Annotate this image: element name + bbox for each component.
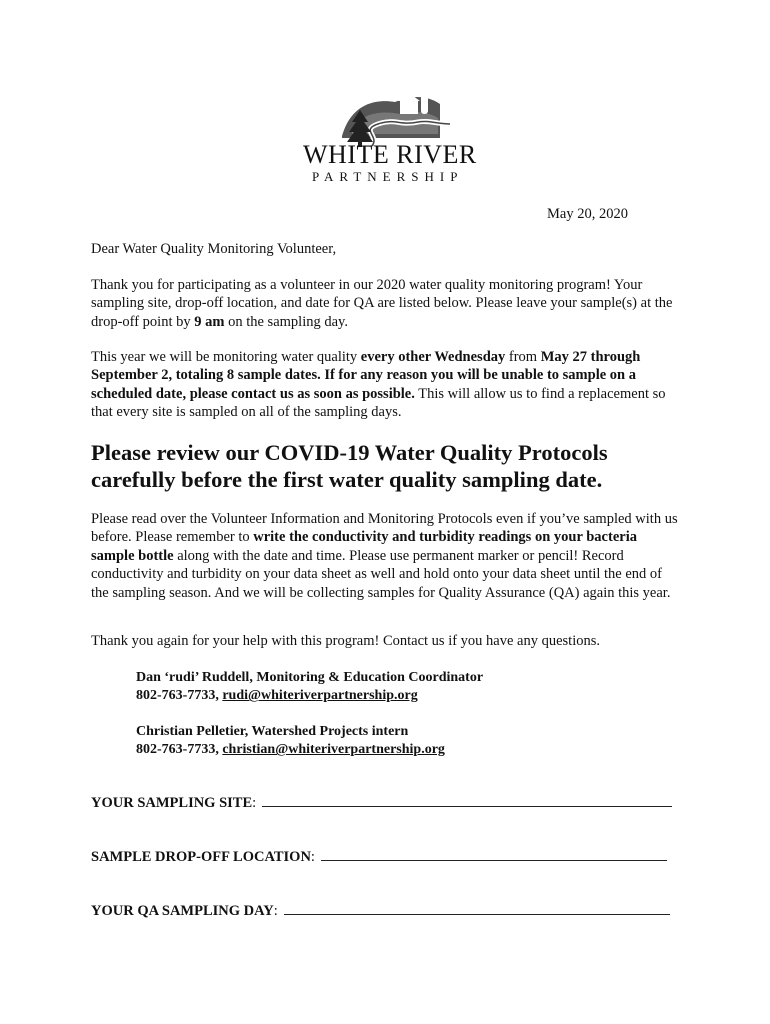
contact-email-link[interactable]: rudi@whiteriverpartnership.org xyxy=(222,688,418,704)
field-label: YOUR QA SAMPLING DAY xyxy=(91,903,274,919)
field-label: YOUR SAMPLING SITE xyxy=(91,795,253,811)
contact-name: Dan ‘rudi’ Ruddell, Monitoring & Education Coordinator xyxy=(136,670,484,685)
river-barn-tree-icon xyxy=(300,88,470,148)
organization-logo xyxy=(300,88,477,188)
contact-email-link[interactable]: christian@whiteriverpartnership.org xyxy=(222,742,445,758)
para2-text-end: This will allow us to find a replacement so that every site is sampled on all of the sampling days. xyxy=(91,385,666,421)
para2-from: from xyxy=(505,349,541,365)
schedule-paragraph xyxy=(91,348,681,422)
para2-text: This year we will be monitoring water quality xyxy=(91,349,361,365)
frequency-text: every other Wednesday xyxy=(360,349,506,365)
contact-phone: 802-763-7733, xyxy=(136,742,223,758)
dropoff-time: 9 am xyxy=(194,313,225,330)
contact-details xyxy=(136,741,445,759)
field-colon: : xyxy=(273,903,278,919)
dropoff-location-blank[interactable] xyxy=(321,848,667,861)
contact-details xyxy=(136,687,483,705)
field-colon: : xyxy=(310,849,315,865)
bottle-instruction: write the conductivity and turbidity readings on your bacteria sample bottle xyxy=(91,529,637,564)
sampling-site-field xyxy=(91,794,672,812)
qa-sampling-day-blank[interactable] xyxy=(284,902,670,915)
para1-text-end: on the sampling day. xyxy=(224,313,348,330)
intro-paragraph xyxy=(91,276,681,331)
protocol-paragraph xyxy=(91,510,681,602)
para3-text: Please read over the Volunteer Information and Monitoring Protocols even if you’ve sampled with us before. Please remember to xyxy=(91,511,678,546)
para3-text-end: along with the date and time. Please use permanent marker or pencil! Record conductivity and turbidity on your data sheet as well and hold onto your data sheet until the end of the sampling season. And we will be collecting samples for Quality Assurance (QA) again this year. xyxy=(91,547,671,601)
para1-text: Thank you for participating as a volunteer in our 2020 water quality monitoring program! Your sampling site, drop-off location, and date for QA are listed below. Please leave your sample(s) at the drop-off point by xyxy=(91,277,673,330)
contact-block xyxy=(136,723,445,760)
thanks-paragraph: Thank you again for your help with this program! Contact us if you have any questions. xyxy=(91,633,601,649)
sampling-site-blank[interactable] xyxy=(262,794,672,807)
contact-phone: 802-763-7733, xyxy=(136,688,223,704)
greeting: Dear Water Quality Monitoring Volunteer, xyxy=(91,241,337,257)
letter-date: May 20, 2020 xyxy=(547,206,628,222)
field-colon: : xyxy=(252,795,257,811)
field-label: SAMPLE DROP-OFF LOCATION xyxy=(91,849,311,865)
contact-name: Christian Pelletier, Watershed Projects intern xyxy=(136,724,409,739)
qa-sampling-day-field xyxy=(91,902,670,920)
schedule-dates: May 27 through September 2, totaling 8 sample dates. If for any reason you will be unable to sample on a scheduled date, please contact us as soon as possible. xyxy=(91,349,641,402)
dropoff-location-field xyxy=(91,848,667,866)
covid-protocol-heading: Please review our COVID-19 Water Quality Protocols carefully before the first water quality sampling date. xyxy=(91,440,608,492)
logo-title: WHITE RIVER xyxy=(303,140,477,169)
contact-block xyxy=(136,669,483,706)
logo-subtitle: PARTNERSHIP xyxy=(312,169,464,184)
